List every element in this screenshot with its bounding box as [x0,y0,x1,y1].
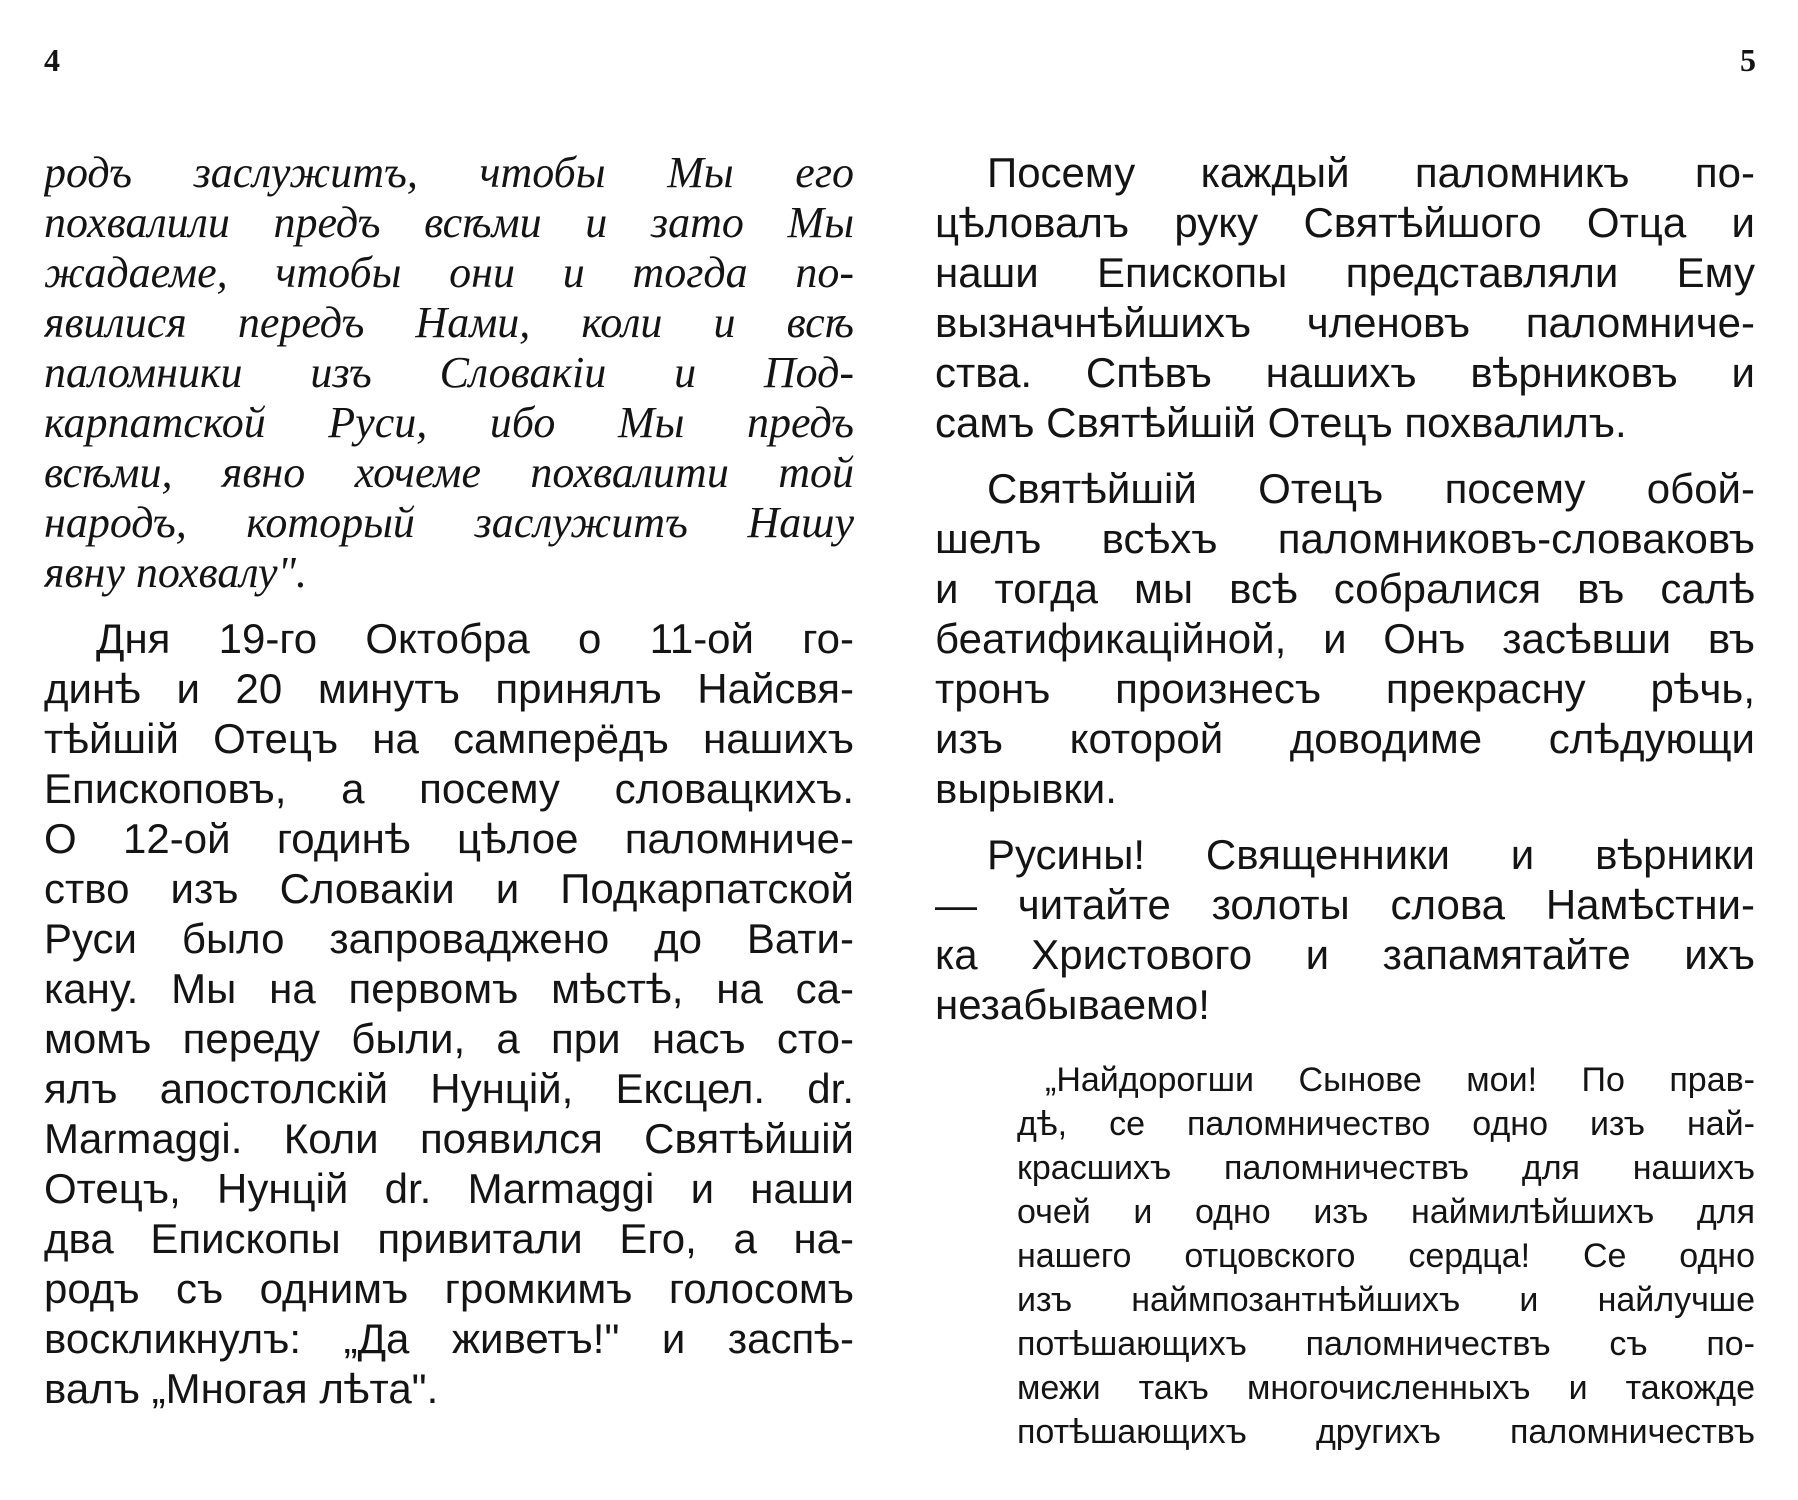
text-line: ство изъ Словакіи и Подкарпатской [44,865,854,912]
text-line: явну похвалу". [44,548,307,597]
text-line: воскликнулъ: „Да живетъ!" и заспѣ- [44,1315,854,1362]
right-page [899,0,1798,1500]
text-line: вырывки. [935,765,1117,812]
quote-line: нашего отцовского сердца! Се одно [1017,1237,1755,1275]
quote-line: изъ наймпозантнѣйшихъ и найлучше [1017,1281,1755,1319]
text-line: родъ заслужитъ, чтобы Мы его [44,148,854,197]
text-line: тронъ произнесъ прекрасну рѣчь, [935,665,1755,712]
text-line: цѣловалъ руку Святѣйшого Отца и [935,199,1755,246]
text-line: динѣ и 20 минутъ принялъ Найсвя- [44,665,854,712]
quote-line: потѣшающихъ паломничествъ съ по- [1017,1325,1755,1363]
quote-line: межи такъ многочисленныхъ и такожде [1017,1369,1755,1407]
text-line: ства. Спѣвъ нашихъ вѣрниковъ и [935,349,1755,396]
text-line: ялъ апостолскій Нунцій, Ексцел. dr. [44,1065,854,1112]
paragraph [44,148,854,598]
text-line: момъ переду были, а при насъ сто- [44,1015,854,1062]
text-line: валъ „Многая лѣта". [44,1365,439,1412]
text-line: Русины! Священники и вѣрники [987,831,1755,878]
text-line: Marmaggi. Коли появился Святѣйшій [44,1115,854,1162]
text-line: паломники изъ Словакіи и Под- [44,348,854,397]
text-line: Посему каждый паломникъ по- [987,149,1755,196]
text-line: похвалили предъ всѣми и зато Мы [44,198,854,247]
text-line: тѣйшій Отецъ на самперёдъ нашихъ [44,715,854,762]
text-line: Дня 19-го Октобра о 11-ой го- [96,615,854,662]
paragraph [935,148,1755,448]
text-line: Отецъ, Нунцій dr. Marmaggi и наши [44,1165,854,1212]
text-line: изъ которой доводиме слѣдующи [935,715,1755,762]
text-line: беатификаційной, и Онъ засѣвши въ [935,615,1755,662]
text-line: ка Христового и запамятайте ихъ [935,931,1755,978]
text-line: два Епископы привитали Его, а на- [44,1215,854,1262]
text-line: и тогда мы всѣ собралися въ салѣ [935,565,1755,612]
text-line: карпатской Руси, ибо Мы предъ [44,398,854,447]
text-line: наши Епископы представляли Ему [935,249,1755,296]
text-line: Святѣйшій Отецъ посему обой- [987,465,1755,512]
paragraph [44,614,854,1414]
text-line: самъ Святѣйшій Отецъ похвалилъ. [935,399,1627,446]
text-line: кану. Мы на первомъ мѣстѣ, на са- [44,965,854,1012]
page-number: 4 [44,42,60,78]
text-line: явилися передъ Нами, коли и всѣ [44,298,854,347]
quote-line: потѣшающихъ другихъ паломничествъ [1017,1413,1755,1451]
quote-line: „Найдорогши Сынове мои! По прав- [1045,1061,1755,1099]
text-line: — читайте золоты слова Намѣстни- [935,881,1755,928]
paragraph [935,830,1755,1030]
text-line: Руси было запроваджено до Вати- [44,915,854,962]
text-line: народъ, который заслужитъ Нашу [44,498,854,547]
text-line: Епископовъ, а посему словацкихъ. [44,765,854,812]
text-line: О 12-ой годинѣ цѣлое паломниче- [44,815,854,862]
paragraph [935,464,1755,814]
quote-line: очей и одно изъ наймилѣйшихъ для [1017,1193,1755,1231]
text-line: жадаеме, чтобы они и тогда по- [44,248,854,297]
quote-line: дѣ, се паломничество одно изъ най- [1017,1105,1755,1143]
text-column [44,148,854,1414]
text-line: шелъ всѣхъ паломниковъ-словаковъ [935,515,1755,562]
text-line: незабываемо! [935,981,1210,1028]
text-line: вызначнѣйшихъ членовъ паломниче- [935,299,1755,346]
text-column [935,148,1755,1454]
quotation-block [1017,1058,1755,1454]
quote-line: красшихъ паломничествъ для нашихъ [1017,1149,1755,1187]
text-line: всѣми, явно хочеме похвалити той [44,448,854,497]
page-number: 5 [1740,42,1756,78]
text-line: родъ съ однимъ громкимъ голосомъ [44,1265,854,1312]
